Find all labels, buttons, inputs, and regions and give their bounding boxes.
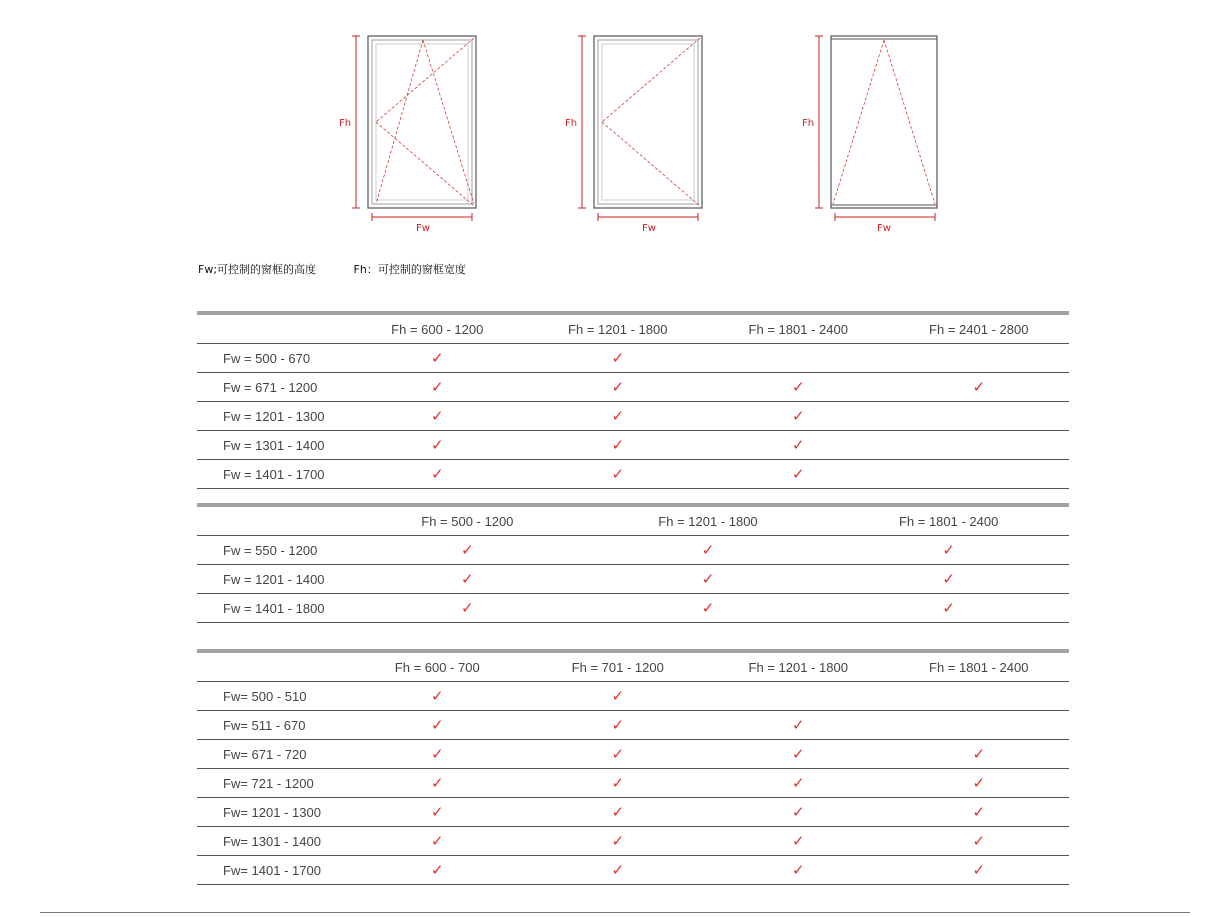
row-label: Fw = 1201 - 1300 (197, 402, 347, 431)
check-icon: ✓ (611, 745, 625, 763)
table-cell (588, 536, 829, 565)
row-label: Fw= 500 - 510 (197, 682, 347, 711)
header-corner (197, 505, 347, 536)
row-label: Fw = 550 - 1200 (197, 536, 347, 565)
size-table-side-hung (197, 503, 1069, 623)
size-table-top-hung (197, 649, 1069, 885)
table-cell (708, 373, 889, 402)
table-cell (347, 344, 528, 373)
check-icon: ✓ (430, 861, 444, 879)
table-cell (708, 431, 889, 460)
check-icon: ✓ (972, 378, 986, 396)
check-icon: ✓ (430, 803, 444, 821)
table-cell (347, 460, 528, 489)
check-icon: ✓ (611, 378, 625, 396)
column-header: Fh = 701 - 1200 (528, 651, 709, 682)
table-cell (528, 856, 709, 885)
column-header: Fh = 1801 - 2400 (708, 313, 889, 344)
header-corner (197, 313, 347, 344)
table-row (197, 373, 1069, 402)
table-cell (708, 711, 889, 740)
row-label: Fw= 1301 - 1400 (197, 827, 347, 856)
check-icon: ✓ (611, 832, 625, 850)
fw-dimension-label: Fw (877, 223, 891, 234)
table-row (197, 460, 1069, 489)
check-icon: ✓ (972, 832, 986, 850)
table-row (197, 344, 1069, 373)
table-cell (528, 711, 709, 740)
row-label: Fw = 1301 - 1400 (197, 431, 347, 460)
check-icon: ✓ (791, 774, 805, 792)
check-icon: ✓ (791, 861, 805, 879)
table-cell (889, 402, 1070, 431)
table-cell (828, 565, 1069, 594)
table-cell (347, 769, 528, 798)
check-icon: ✓ (611, 774, 625, 792)
table-cell (708, 827, 889, 856)
table-row (197, 431, 1069, 460)
row-label: Fw= 721 - 1200 (197, 769, 347, 798)
check-icon: ✓ (972, 774, 986, 792)
check-icon: ✓ (942, 541, 955, 559)
check-icon: ✓ (611, 407, 625, 425)
check-icon: ✓ (791, 803, 805, 821)
check-icon: ✓ (701, 599, 715, 617)
bottom-divider (40, 912, 1190, 913)
table-cell (708, 740, 889, 769)
table-cell (347, 798, 528, 827)
table-cell (347, 594, 588, 623)
table-row (197, 594, 1069, 623)
row-label: Fw = 500 - 670 (197, 344, 347, 373)
row-label: Fw = 1201 - 1400 (197, 565, 347, 594)
check-icon: ✓ (430, 407, 444, 425)
table-cell (347, 402, 528, 431)
column-header: Fh = 2401 - 2800 (889, 313, 1070, 344)
check-icon: ✓ (701, 541, 715, 559)
table-cell (347, 536, 588, 565)
row-label: Fw = 671 - 1200 (197, 373, 347, 402)
table-cell (708, 798, 889, 827)
column-header: Fh = 1201 - 1800 (588, 505, 829, 536)
table-cell (528, 769, 709, 798)
window-diagram-tilt-turn (336, 28, 486, 238)
table-header-row (197, 505, 1069, 536)
fh-dimension-label: Fh (802, 118, 815, 129)
table-cell (708, 856, 889, 885)
check-icon: ✓ (611, 465, 625, 483)
table-cell (889, 798, 1070, 827)
window-diagram-side-hung (562, 28, 712, 238)
column-header: Fh = 1201 - 1800 (528, 313, 709, 344)
check-icon: ✓ (942, 599, 955, 617)
table-cell (588, 594, 829, 623)
table-row (197, 740, 1069, 769)
check-icon: ✓ (611, 861, 625, 879)
column-header: Fh = 1801 - 2400 (828, 505, 1069, 536)
table-row (197, 798, 1069, 827)
table-cell (528, 373, 709, 402)
table-cell (528, 827, 709, 856)
table-cell (347, 856, 528, 885)
table-cell (528, 402, 709, 431)
table-row (197, 856, 1069, 885)
table-row (197, 402, 1069, 431)
row-label: Fw= 1401 - 1700 (197, 856, 347, 885)
table-cell (528, 682, 709, 711)
window-diagram-top-hung (799, 28, 949, 238)
table-cell (889, 856, 1070, 885)
table-cell (708, 402, 889, 431)
check-icon: ✓ (611, 436, 625, 454)
table-cell (588, 565, 829, 594)
check-icon: ✓ (430, 349, 444, 367)
check-icon: ✓ (791, 745, 805, 763)
check-icon: ✓ (430, 832, 444, 850)
table-row (197, 711, 1069, 740)
table-row (197, 682, 1069, 711)
table-row (197, 536, 1069, 565)
table-cell (889, 711, 1070, 740)
table-header-row (197, 313, 1069, 344)
column-header: Fh = 500 - 1200 (347, 505, 588, 536)
table-cell (347, 740, 528, 769)
check-icon: ✓ (430, 716, 444, 734)
fw-dimension-label: Fw (416, 223, 430, 234)
legend-fh-text: Fh：可控制的窗框宽度 (353, 263, 466, 276)
table-cell (889, 682, 1070, 711)
column-header: Fh = 1801 - 2400 (889, 651, 1070, 682)
header-corner (197, 651, 347, 682)
table-cell (528, 460, 709, 489)
check-icon: ✓ (430, 436, 444, 454)
table-cell (347, 711, 528, 740)
check-icon: ✓ (791, 378, 805, 396)
check-icon: ✓ (611, 687, 625, 705)
check-icon: ✓ (430, 465, 444, 483)
table-cell (347, 565, 588, 594)
table-row (197, 827, 1069, 856)
check-icon: ✓ (611, 349, 625, 367)
table-cell (708, 460, 889, 489)
legend-fw-text: Fw;可控制的窗框的高度 (198, 263, 317, 276)
table-cell (889, 460, 1070, 489)
check-icon: ✓ (972, 861, 986, 879)
check-icon: ✓ (701, 570, 715, 588)
check-icon: ✓ (461, 541, 474, 559)
table-cell (347, 682, 528, 711)
row-label: Fw = 1401 - 1800 (197, 594, 347, 623)
row-label: Fw= 671 - 720 (197, 740, 347, 769)
check-icon: ✓ (972, 745, 986, 763)
table-row (197, 769, 1069, 798)
row-label: Fw = 1401 - 1700 (197, 460, 347, 489)
table-cell (889, 827, 1070, 856)
check-icon: ✓ (791, 716, 805, 734)
table-cell (889, 373, 1070, 402)
check-icon: ✓ (791, 465, 805, 483)
check-icon: ✓ (461, 570, 474, 588)
table-cell (889, 769, 1070, 798)
row-label: Fw= 511 - 670 (197, 711, 347, 740)
check-icon: ✓ (791, 436, 805, 454)
table-cell (708, 344, 889, 373)
fw-dimension-label: Fw (642, 223, 656, 234)
check-icon: ✓ (461, 599, 474, 617)
table-cell (889, 344, 1070, 373)
fh-dimension-label: Fh (339, 118, 352, 129)
table-cell (347, 431, 528, 460)
column-header: Fh = 600 - 1200 (347, 313, 528, 344)
table-cell (889, 431, 1070, 460)
check-icon: ✓ (791, 407, 805, 425)
table-cell (828, 536, 1069, 565)
table-cell (708, 769, 889, 798)
column-header: Fh = 600 - 700 (347, 651, 528, 682)
table-cell (347, 827, 528, 856)
check-icon: ✓ (972, 803, 986, 821)
table-row (197, 565, 1069, 594)
check-icon: ✓ (430, 774, 444, 792)
table-cell (828, 594, 1069, 623)
table-cell (889, 740, 1070, 769)
table-cell (528, 344, 709, 373)
table-cell (708, 682, 889, 711)
check-icon: ✓ (430, 378, 444, 396)
check-icon: ✓ (611, 716, 625, 734)
dimension-legend (198, 261, 466, 277)
check-icon: ✓ (942, 570, 955, 588)
table-cell (528, 798, 709, 827)
fh-dimension-label: Fh (565, 118, 578, 129)
table-cell (528, 431, 709, 460)
table-cell (347, 373, 528, 402)
table-header-row (197, 651, 1069, 682)
row-label: Fw= 1201 - 1300 (197, 798, 347, 827)
size-table-tilt-turn (197, 311, 1069, 489)
column-header: Fh = 1201 - 1800 (708, 651, 889, 682)
check-icon: ✓ (611, 803, 625, 821)
check-icon: ✓ (791, 832, 805, 850)
table-cell (528, 740, 709, 769)
check-icon: ✓ (430, 687, 444, 705)
check-icon: ✓ (430, 745, 444, 763)
